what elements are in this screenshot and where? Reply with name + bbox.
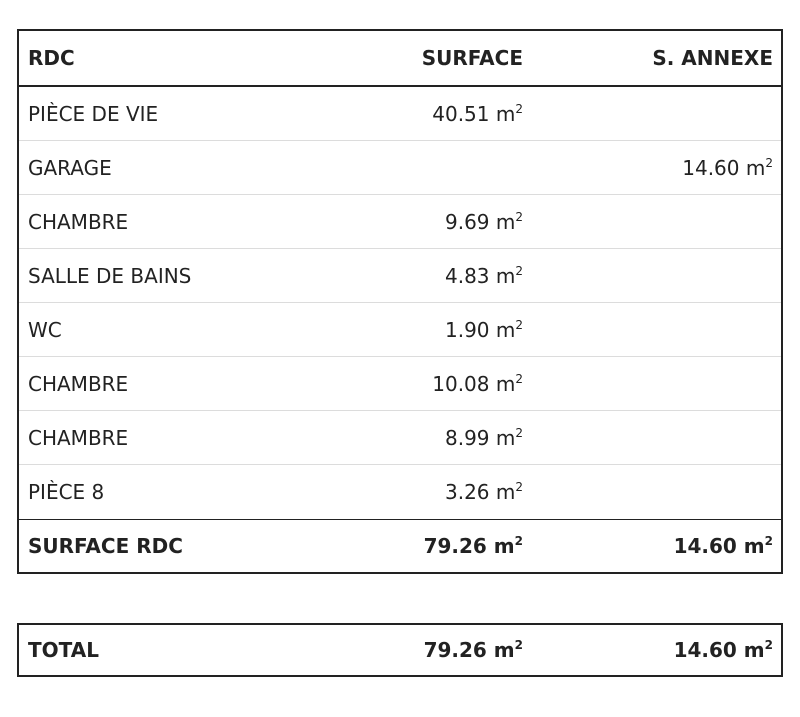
table-row xyxy=(19,465,781,519)
total-surface: 79.26 $m^2$ xyxy=(423,638,523,662)
table-header-row xyxy=(19,31,781,87)
room-name: WC xyxy=(28,317,62,342)
table-row xyxy=(19,141,781,195)
room-annexe: 14.60 $m^2$ xyxy=(682,155,773,180)
header-annexe: S. ANNEXE xyxy=(652,46,773,70)
room-surface: 10.08 $m^2$ xyxy=(432,371,523,396)
room-surface: 4.83 $m^2$ xyxy=(444,263,523,288)
room-surface: 3.26 $m^2$ xyxy=(444,480,523,504)
subtotal-surface: 79.26 $m^2$ xyxy=(423,534,523,558)
room-name: CHAMBRE xyxy=(28,425,129,450)
room-rows xyxy=(19,87,781,519)
subtotal-row xyxy=(19,519,781,572)
room-surface: 1.90 $m^2$ xyxy=(444,317,523,342)
header-surface: SURFACE xyxy=(421,46,523,70)
room-name: PIÈCE DE VIE xyxy=(28,101,159,126)
room-name: SALLE DE BAINS xyxy=(28,263,192,288)
room-surface: 8.99 $m^2$ xyxy=(444,425,523,450)
room-name: CHAMBRE xyxy=(28,209,129,234)
table-row xyxy=(19,249,781,303)
header-rdc: RDC xyxy=(28,46,75,70)
total-row xyxy=(19,625,781,675)
rdc-surface-table xyxy=(17,29,783,574)
total-label: TOTAL xyxy=(28,638,99,662)
room-surface: 40.51 $m^2$ xyxy=(432,101,523,126)
table-row xyxy=(19,87,781,141)
room-surface: 9.69 $m^2$ xyxy=(444,209,523,234)
subtotal-annexe: 14.60 $m^2$ xyxy=(673,534,773,558)
table-row xyxy=(19,357,781,411)
room-name: GARAGE xyxy=(28,155,112,180)
subtotal-label: SURFACE RDC xyxy=(28,534,183,558)
total-table xyxy=(17,623,783,677)
room-name: PIÈCE 8 xyxy=(28,480,105,504)
table-row xyxy=(19,195,781,249)
table-row xyxy=(19,411,781,465)
table-row xyxy=(19,303,781,357)
room-name: CHAMBRE xyxy=(28,371,129,396)
total-annexe: 14.60 $m^2$ xyxy=(673,638,773,662)
